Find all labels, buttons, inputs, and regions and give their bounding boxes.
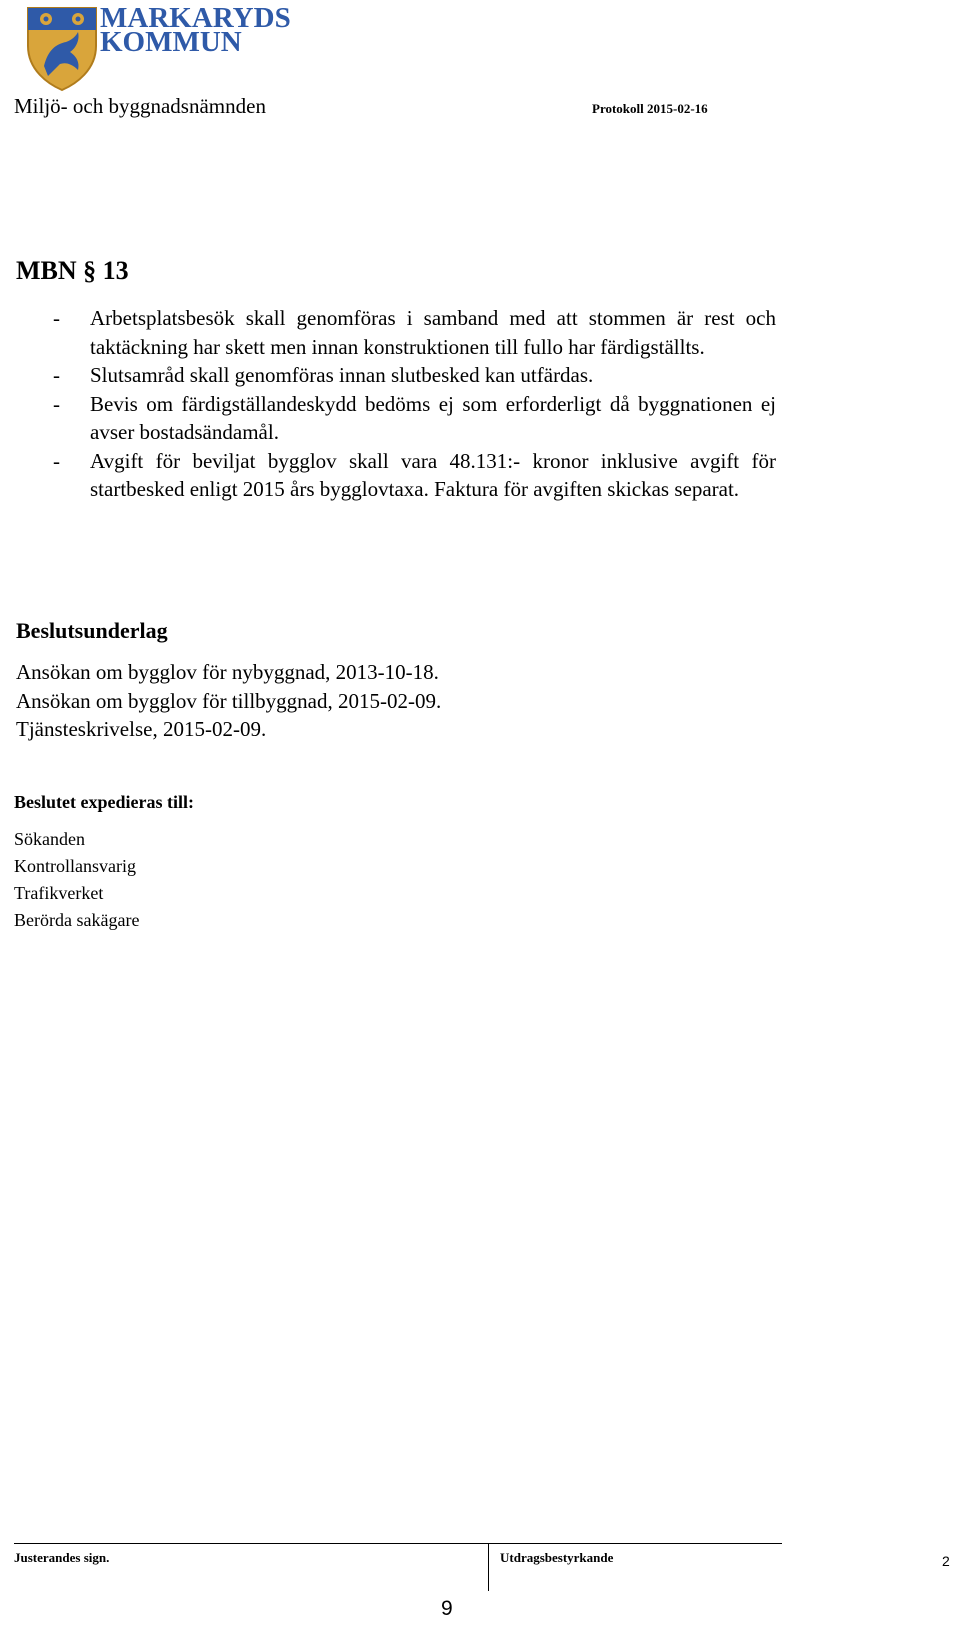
bullet-text: Arbetsplatsbesök skall genomföras i samband med att stommen är rest och taktäckning har skett men innan konstruktionen till fullo har färdigställts.	[90, 306, 776, 359]
list-item	[16, 390, 776, 447]
footer-column-divider	[488, 1543, 489, 1591]
signature-label: Justerandes sign.	[14, 1550, 110, 1565]
list-item: Sökanden	[14, 829, 85, 849]
list-item: Ansökan om bygglov för tillbyggnad, 2015-02-09.	[16, 688, 442, 713]
logo-line-2: KOMMUN	[100, 26, 242, 58]
list-item: Tjänsteskrivelse, 2015-02-09.	[16, 717, 267, 741]
logo-line-1: MARKARYDS	[100, 2, 291, 34]
logo-wordmark	[100, 2, 291, 58]
footer-divider	[14, 1543, 782, 1544]
list-item: Kontrollansvarig	[14, 856, 136, 876]
bullet-text: Bevis om färdigställandeskydd bedöms ej som erforderligt då byggnationen ej avser bostadsändamål.	[90, 391, 776, 444]
list-item	[16, 304, 776, 361]
list-item	[16, 447, 776, 504]
bullet-marker: -	[53, 448, 60, 473]
distribution-list	[14, 826, 139, 934]
basis-list	[16, 658, 441, 744]
municipality-logo	[26, 2, 326, 94]
distribution-heading: Beslutet expedieras till:	[14, 792, 194, 812]
protocol-date: Protokoll 2015-02-16	[592, 101, 708, 116]
page-number: 2	[942, 1553, 950, 1569]
list-item: Ansökan om bygglov för nybyggnad, 2013-10-18.	[16, 660, 439, 684]
department-name: Miljö- och byggnadsnämnden	[14, 94, 266, 118]
section-title: MBN § 13	[16, 256, 129, 285]
bullet-marker: -	[53, 363, 60, 387]
coat-of-arms-icon	[26, 6, 98, 92]
basis-heading: Beslutsunderlag	[16, 618, 168, 643]
document-page-number: 9	[441, 1597, 453, 1620]
decision-list	[16, 304, 776, 504]
extract-certification-label: Utdragsbestyrkande	[500, 1550, 614, 1565]
bullet-marker: -	[53, 391, 60, 416]
bullet-text: Avgift för beviljat bygglov skall vara 48.131:- kronor inklusive avgift för startbesked enligt 2015 års bygglovtaxa. Faktura för avgiften skickas separat.	[90, 448, 776, 501]
bullet-text: Slutsamråd skall genomföras innan slutbesked kan utfärdas.	[90, 363, 594, 387]
list-item: Trafikverket	[14, 883, 104, 903]
bullet-marker: -	[53, 306, 60, 330]
list-item: Berörda sakägare	[14, 910, 140, 930]
list-item	[16, 361, 776, 390]
